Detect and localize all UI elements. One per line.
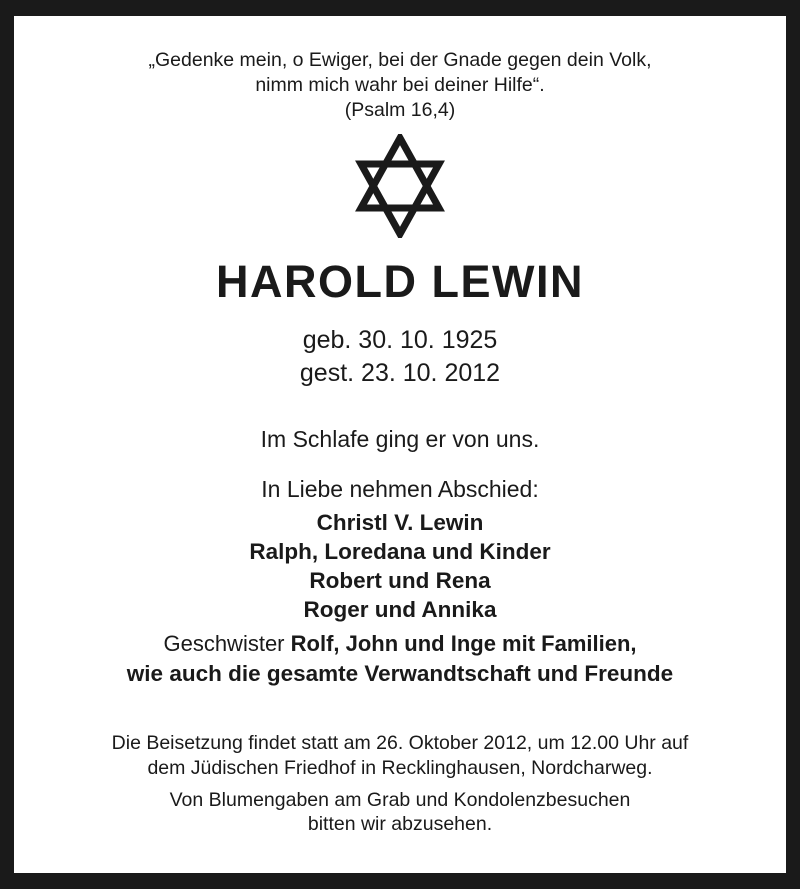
siblings-line [14,631,786,657]
family-member: Roger und Annika [303,597,497,622]
family-member: Robert und Rena [309,568,491,593]
psalm-quote-line-2: nimm mich wahr bei deiner Hilfe“. [255,74,545,96]
family-member: Ralph, Loredana und Kinder [249,539,551,564]
family-member: Christl V. Lewin [316,510,484,535]
flowers-note-line-2: bitten wir abzusehen. [307,813,493,835]
deceased-name: HAROLD LEWIN [216,256,584,307]
psalm-quote-line-1: „Gedenke mein, o Ewiger, bei der Gnade gegen dein Volk, [148,49,652,71]
death-date: gest. 23. 10. 2012 [299,359,501,387]
flowers-note-line-1: Von Blumengaben am Grab und Kondolenzbesuchen [169,789,631,811]
relatives-line: wie auch die gesamte Verwandtschaft und Freunde [126,661,674,686]
obituary-notice [14,16,786,873]
psalm-source: (Psalm 16,4) [344,99,456,121]
birth-date: geb. 30. 10. 1925 [302,326,498,354]
burial-info-line-2: dem Jüdischen Friedhof in Recklinghausen, Nordcharweg. [147,757,653,779]
sleep-line: Im Schlafe ging er von uns. [260,426,540,452]
siblings-prefix: Geschwister [163,631,285,656]
farewell-intro: In Liebe nehmen Abschied: [261,476,539,502]
siblings-names: Rolf, John und Inge mit Familien, [290,631,637,656]
burial-info-line-1: Die Beisetzung findet statt am 26. Oktober 2012, um 12.00 Uhr auf [111,732,689,754]
star-of-david-icon [355,134,445,238]
